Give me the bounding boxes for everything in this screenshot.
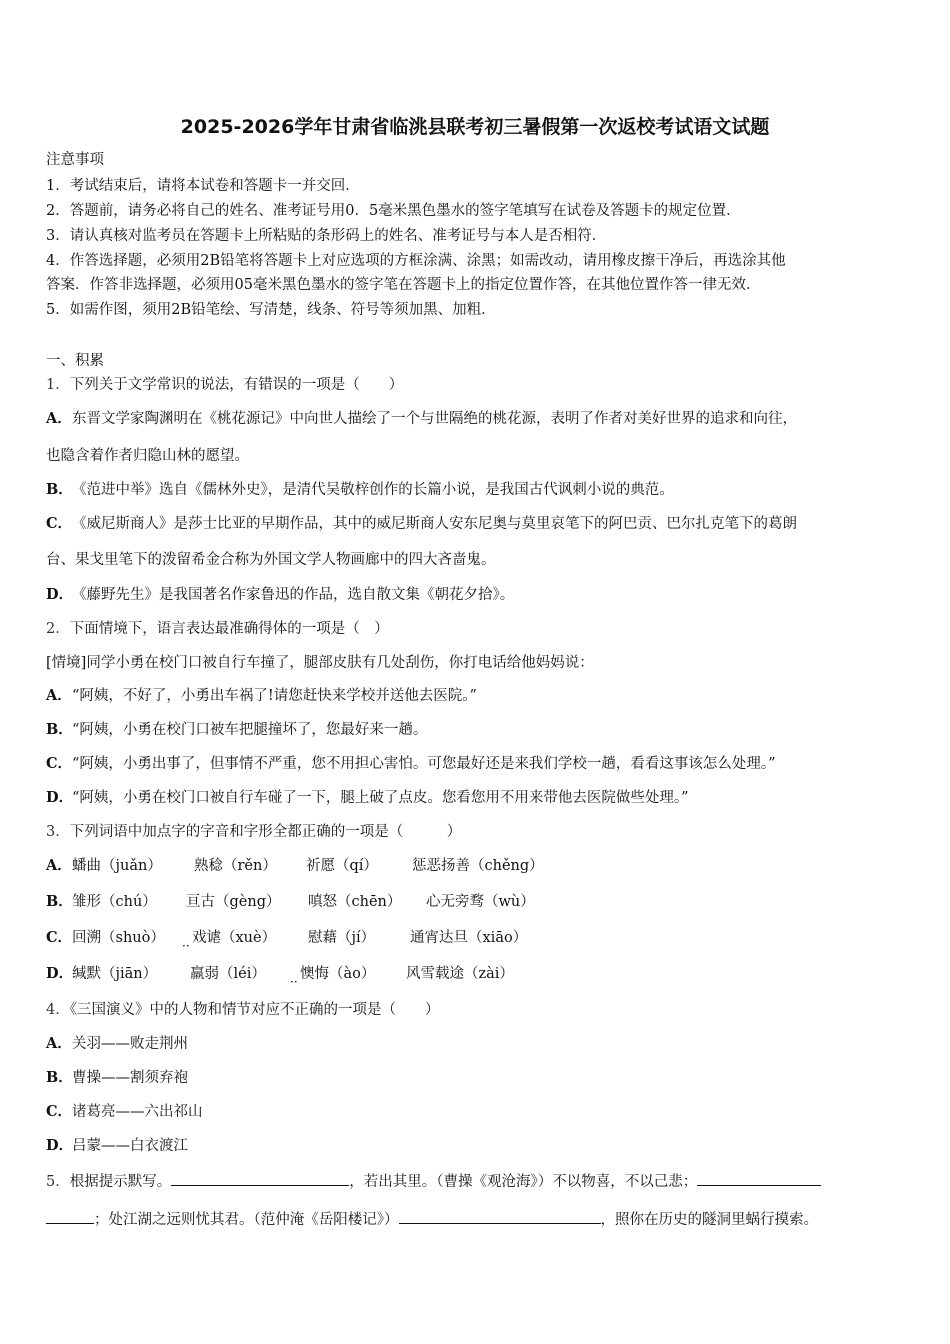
question-text: ；处江湖之远则忧其君。（范仲淹《岳阳楼记》） — [94, 1212, 399, 1228]
section-heading: 一、积累 — [46, 353, 104, 369]
notice-item: 2．答题前，请务必将自己的姓名、准考证号用0．5毫米黑色墨水的签字笔填写在试卷及答题卡的规定位置． — [46, 203, 741, 219]
question-text: 下列关于文学常识的说法，有错误的一项是（ ） — [69, 377, 404, 393]
option-text: 诸葛亮——六出祁山 — [72, 1104, 203, 1120]
option-letter: D． — [46, 586, 74, 603]
question-text: 《三国演义》中的人物和情节对应不正确的一项是（ ） — [69, 1002, 440, 1018]
notice-item: 1．考试结束后，请将本试卷和答题卡一并交回． — [46, 178, 360, 194]
question-text: ，照你在历史的隧洞里蜗行摸索。 — [600, 1212, 818, 1228]
option-b[interactable] — [46, 720, 427, 740]
question-5-line-1 — [46, 1170, 821, 1192]
option-text: “阿姨，小勇在校门口被车把腿撞坏了，您最好来一趟。 — [72, 722, 428, 738]
word-item: 回溯（shuò） — [72, 930, 165, 946]
question-3-stem — [46, 822, 461, 842]
notice-item: 答案．作答非选择题，必须用05毫米黑色墨水的签字笔在答题卡上的指定位置作答，在其他位置作答一律无效． — [46, 277, 761, 293]
option-a-continued: 也隐含着作者归隐山林的愿望。 — [46, 448, 249, 464]
notice-item: 3．请认真核对监考员在答题卡上所粘贴的条形码上的姓名、准考证号与本人是否相符． — [46, 228, 607, 244]
option-text: “阿姨，不好了，小勇出车祸了!请您赶快来学校并送他去医院。” — [72, 688, 477, 704]
option-letter: D． — [46, 1137, 74, 1154]
option-text: 《藤野先生》是我国著名作家鲁迅的作品，选自散文集《朝花夕拾》。 — [72, 587, 515, 603]
option-text: 东晋文学家陶渊明在《桃花源记》中向世人描绘了一个与世隔绝的桃花源，表明了作者对美好世界的追求和向往， — [72, 411, 797, 427]
question-5-line-2 — [46, 1208, 818, 1230]
option-letter: A． — [46, 857, 72, 874]
word-item: 缄默（jiān） — [72, 966, 158, 982]
option-d[interactable] — [46, 964, 514, 984]
option-d[interactable] — [46, 585, 514, 605]
question-number: 2． — [46, 621, 70, 637]
option-letter: D． — [46, 965, 74, 982]
option-letter: C． — [46, 755, 73, 772]
option-letter: D． — [46, 789, 74, 806]
word-item: 心无旁骛（wù） — [426, 894, 535, 910]
question-2-stem — [46, 619, 389, 639]
word-item: 风雪载途（zài） — [406, 966, 514, 982]
question-number: 3． — [46, 824, 70, 840]
word-item: 蟠曲（juǎn） — [72, 858, 162, 874]
word-item: 嗔怒（chēn） — [308, 894, 402, 910]
option-text: 吕蒙——白衣渡江 — [72, 1138, 188, 1154]
question-4-stem — [46, 1000, 439, 1020]
word-item: 亘古（gèng） — [186, 894, 281, 910]
option-b[interactable] — [46, 1068, 188, 1088]
option-c[interactable] — [46, 754, 776, 774]
option-letter: B． — [46, 721, 73, 738]
word-item: 戏谑（xuè） ·· — [192, 928, 308, 948]
option-letter: B． — [46, 893, 73, 910]
fill-blank[interactable] — [399, 1208, 601, 1224]
option-text: “阿姨，小勇在校门口被自行车碰了一下，腿上破了点皮。您看您用不用来带他去医院做些处理。” — [72, 790, 689, 806]
question-text: ，若出其里。（曹操《观沧海》）不以物喜，不以己悲； — [349, 1174, 698, 1190]
option-letter: C． — [46, 929, 73, 946]
option-letter: C． — [46, 1103, 73, 1120]
option-a[interactable] — [46, 686, 477, 706]
fill-blank[interactable] — [697, 1170, 821, 1186]
page-title: 2025-2026学年甘肃省临洮县联考初三暑假第一次返校考试语文试题 — [180, 116, 770, 138]
question-number: 1． — [46, 377, 70, 393]
word-item: 慰藉（jí） — [308, 930, 376, 946]
word-item: 熟稔（rěn） — [194, 858, 277, 874]
option-c[interactable] — [46, 928, 527, 948]
option-d[interactable] — [46, 788, 689, 808]
option-text: “阿姨，小勇出事了，但事情不严重，您不用担心害怕。可您最好还是来我们学校一趟，看看这事该怎么处理。” — [72, 756, 776, 772]
option-text: 曹操——割须弃袍 — [72, 1070, 188, 1086]
option-letter: A． — [46, 687, 72, 704]
fill-blank[interactable] — [46, 1208, 94, 1224]
option-letter: B． — [46, 1069, 73, 1086]
notice-heading: 注意事项 — [46, 152, 104, 168]
question-text: 根据提示默写。 — [69, 1174, 172, 1190]
option-letter: B． — [46, 481, 73, 498]
word-item: 羸弱（léi） — [190, 966, 266, 982]
option-text: 关羽——败走荆州 — [72, 1036, 188, 1052]
question-context: [情境]同学小勇在校门口被自行车撞了，腿部皮肤有几处刮伤，你打电话给他妈妈说： — [46, 655, 594, 671]
option-a[interactable] — [46, 409, 797, 429]
question-number: 4． — [46, 1002, 70, 1018]
notice-item: 5．如需作图，须用2B铅笔绘、写清楚，线条、符号等须加黑、加粗． — [46, 302, 496, 318]
option-b[interactable] — [46, 892, 535, 912]
option-a[interactable] — [46, 856, 544, 876]
question-1-stem — [46, 375, 403, 395]
word-item: 祈愿（qí） — [306, 858, 378, 874]
question-number: 5． — [46, 1174, 70, 1190]
option-d[interactable] — [46, 1136, 188, 1156]
option-c-continued: 台、果戈里笔下的泼留希金合称为外国文学人物画廊中的四大吝啬鬼。 — [46, 552, 496, 568]
word-item: 雏形（chú） — [72, 894, 157, 910]
option-letter: A． — [46, 410, 72, 427]
option-text: 《范进中举》选自《儒林外史》，是清代吴敬梓创作的长篇小说，是我国古代讽刺小说的典范。 — [72, 482, 674, 498]
word-item: 惩恶扬善（chěng） — [412, 858, 544, 874]
option-letter: A． — [46, 1035, 72, 1052]
option-a[interactable] — [46, 1034, 188, 1054]
word-item: 通宵达旦（xiāo） — [410, 930, 528, 946]
notice-item: 4．作答选择题，必须用2B铅笔将答题卡上对应选项的方框涂满、涂黑；如需改动，请用橡皮擦干净后，再选涂其他 — [46, 253, 786, 269]
option-text: 《威尼斯商人》是莎士比亚的早期作品，其中的威尼斯商人安东尼奥与莫里哀笔下的阿巴贡、巴尔扎克笔下的葛朗 — [72, 516, 797, 532]
question-text: 下列词语中加点字的字音和字形全都正确的一项是（ ） — [69, 824, 462, 840]
fill-blank[interactable] — [171, 1170, 349, 1186]
option-letter: C． — [46, 515, 73, 532]
option-b[interactable] — [46, 480, 674, 500]
question-text: 下面情境下，语言表达最准确得体的一项是（ ） — [69, 621, 389, 637]
word-item: 懊悔（ào） ·· — [300, 964, 406, 984]
option-c[interactable] — [46, 1102, 203, 1122]
option-c[interactable] — [46, 514, 797, 534]
